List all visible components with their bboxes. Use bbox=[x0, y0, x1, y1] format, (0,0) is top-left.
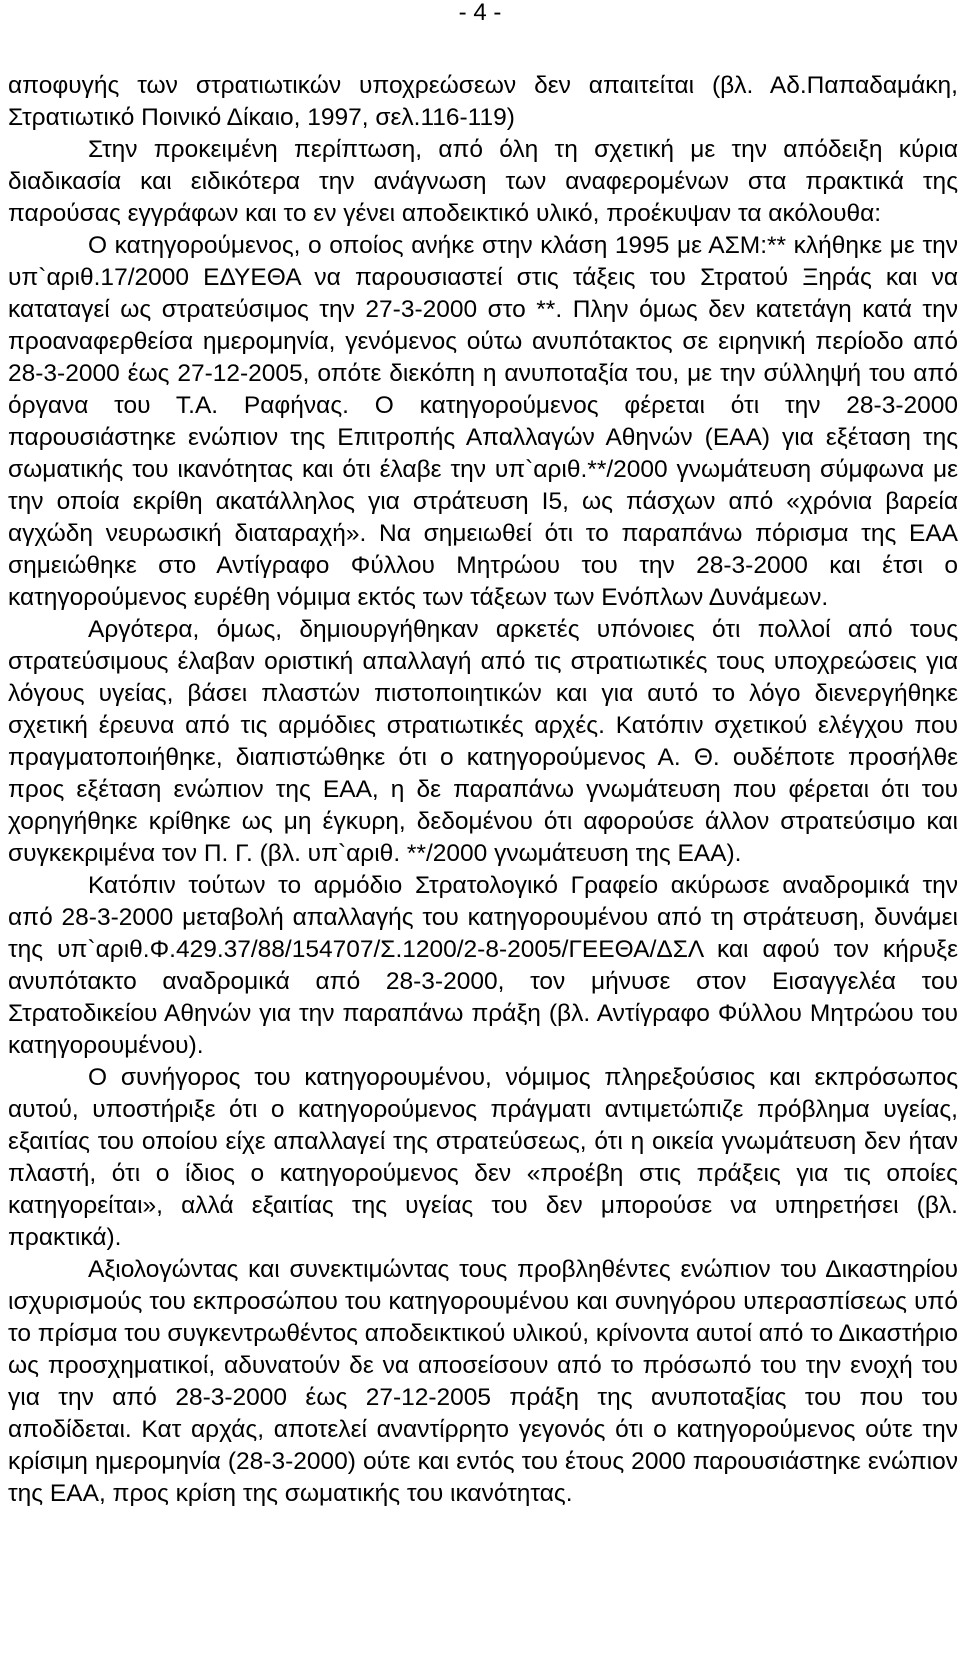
page-number: - 4 - bbox=[458, 0, 502, 26]
paragraph-facts: Ο κατηγορούμενος, ο οποίος ανήκε στην κλάση 1995 με ΑΣΜ:** κλήθηκε με την υπ`αριθ.17/2000 ΕΔΥΕΘΑ να παρουσιαστεί στις τάξεις του Στρατού Ξηράς και να καταταγεί ως στρατεύσιμος την 27-3-2000 στο **. Πλην όμως δεν κατετάγη κατά την προαναφερθείσα ημερομηνία, γενόμενος ούτω ανυπότακτος σε ειρηνική περίοδο από 28-3-2000 έως 27-12-2005, οπότε διεκόπη η ανυποταξία του, με την σύλληψή του από όργανα του Τ.Α. Ραφήνας. Ο κατηγορούμενος φέρεται ότι την 28-3-2000 παρουσιάστηκε ενώπιον της Επιτροπής Απαλλαγών Αθηνών (ΕΑΑ) για εξέταση της σωματικής του ικανότητας και ότι έλαβε την υπ`αριθ.**/2000 γνωμάτευση σύμφωνα με την οποία εκρίθη ακατάλληλος για στράτευση Ι5, ως πάσχων από «χρόνια βαρεία αγχώδη νευρωσική διαταραχή». Να σημειωθεί ότι το παραπάνω πόρισμα της ΕΑΑ σημειώθηκε στο Αντίγραφο Φύλλου Μητρώου του την 28-3-2000 και έτσι ο κατηγορούμενος ευρέθη νόμιμα εκτός των τάξεων των Ενόπλων Δυνάμεων. bbox=[8, 232, 958, 611]
document-body bbox=[8, 70, 958, 1510]
paragraph-continuation: αποφυγής των στρατιωτικών υποχρεώσεων δεν απαιτείται (βλ. Αδ.Παπαδαμάκη, Στρατιωτικό Ποινικό Δίκαιο, 1997, σελ.116-119) bbox=[8, 72, 958, 131]
paragraph-defense: Ο συνήγορος του κατηγορουμένου, νόμιμος πληρεξούσιος και εκπρόσωπος αυτού, υποστήριξε ότι ο κατηγορούμενος πράγματι αντιμετώπιζε πρόβλημα υγείας, εξαιτίας του οποίου είχε απαλλαγεί της στρατεύσεως, ότι η οικεία γνωμάτευση δεν ήταν πλαστή, ότι ο ίδιος ο κατηγορούμενος δεν «προέβη στις πράξεις για τις οποίες κατηγορείται», αλλά εξαιτίας της υγείας του δεν μπορούσε να υπηρετήσει (βλ. πρακτικά). bbox=[8, 1064, 958, 1251]
paragraph-annulment: Κατόπιν τούτων το αρμόδιο Στρατολογικό Γραφείο ακύρωσε αναδρομικά την από 28-3-2000 μεταβολή απαλλαγής του κατηγορουμένου από τη στράτευση, δυνάμει της υπ`αριθ.Φ.429.37/88/154707/Σ.1200/2-8-2005/ΓΕΕΘΑ/ΔΣΛ και αφού τον κήρυξε ανυπότακτο αναδρομικά από 28-3-2000, τον μήνυσε στον Εισαγγελέα του Στρατοδικείου Αθηνών για την παραπάνω πράξη (βλ. Αντίγραφο Φύλλου Μητρώου του κατηγορουμένου). bbox=[8, 872, 958, 1059]
paragraph-evidence-intro: Στην προκειμένη περίπτωση, από όλη τη σχετική με την απόδειξη κύρια διαδικασία και ειδικότερα την ανάγνωση των αναφερομένων στα πρακτικά της παρούσας εγγράφων και το εν γένει αποδεικτικό υλικό, προέκυψαν τα ακόλουθα: bbox=[8, 136, 958, 227]
paragraph-assessment: Αξιολογώντας και συνεκτιμώντας τους προβληθέντες ενώπιον του Δικαστηρίου ισχυρισμούς του εκπροσώπου του κατηγορουμένου και συνηγόρου υπερασπίσεως υπό το πρίσμα του συγκεντρωθέντος αποδεικτικού υλικού, κρίνοντα αυτοί από το Δικαστήριο ως προσχηματικοί, αδυνατούν δε να αποσείσουν από το πρόσωπό του την ενοχή του για την από 28-3-2000 έως 27-12-2005 πράξη της ανυποταξίας του που του αποδίδεται. Κατ αρχάς, αποτελεί αναντίρρητο γεγονός ότι ο κατηγορούμενος ούτε την κρίσιμη ημερομηνία (28-3-2000) ούτε και εντός του έτους 2000 παρουσιάστηκε ενώπιον της ΕΑΑ, προς κρίση της σωματικής του ικανότητας. bbox=[8, 1256, 958, 1507]
paragraph-investigation: Αργότερα, όμως, δημιουργήθηκαν αρκετές υπόνοιες ότι πολλοί από τους στρατεύσιμους έλαβαν οριστική απαλλαγή από τις στρατιωτικές τους υποχρεώσεις για λόγους υγείας, βάσει πλαστών πιστοποιητικών και για αυτό το λόγο διενεργήθηκε σχετική έρευνα από τις αρμόδιες στρατιωτικές αρχές. Κατόπιν σχετικού ελέγχου που πραγματοποιήθηκε, διαπιστώθηκε ότι ο κατηγορούμενος Α. Θ. ουδέποτε προσήλθε προς εξέταση ενώπιον της ΕΑΑ, η δε παραπάνω γνωμάτευση που φέρεται ότι του χορηγήθηκε κρίθηκε ως μη έγκυρη, δεδομένου ότι αφορούσε άλλον στρατεύσιμο και συγκεκριμένα τον Π. Γ. (βλ. υπ`αριθ. **/2000 γνωμάτευση της ΕΑΑ). bbox=[8, 616, 958, 867]
